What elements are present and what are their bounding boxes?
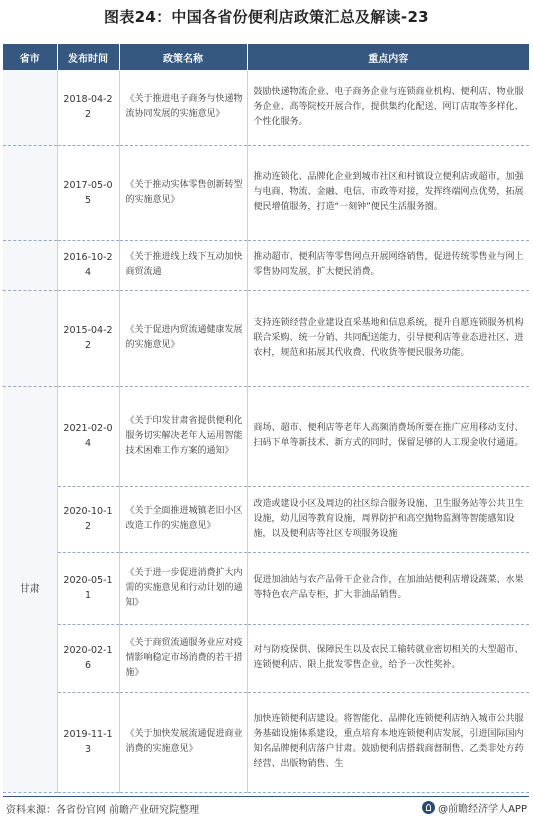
- content-cell: 鼓励快递物流企业、电子商务企业与连锁商业机构、便利店、物业服务企业、高等院校开展合作，提供集约化配送、网订店取等多样化、个性化服务。: [247, 70, 529, 145]
- province-cell: [3, 70, 57, 145]
- table-row: [3, 290, 529, 386]
- content-cell: 改造或建设小区及周边的社区综合服务设施、卫生服务站等公共卫生设施，幼儿园等教育设施，周界防护和高空抛物监测等智能感知设施，以及便利店等社区专项服务设施: [247, 486, 529, 552]
- content-cell: 促进加油站与农产品骨干企业合作，在加油站便利店增设蔬菜、水果等特色农产品专柜，扩大非油品销售。: [247, 552, 529, 624]
- date-cell: 2020-02-16: [57, 624, 119, 692]
- policy-name-cell: 《关于商贸流通服务业应对疫情影响稳定市场消费的若干措施》: [119, 624, 247, 692]
- date-cell: 2015-04-22: [57, 290, 119, 386]
- date-cell: 2020-05-11: [57, 552, 119, 624]
- policy-name-cell: 《关于推动实体零售创新转型的实施意见》: [119, 145, 247, 240]
- brand-logo-icon: [422, 801, 435, 814]
- content-cell: 推动超市、便利店等零售网点开展网络销售，促进传统零售业与网上零售协同发展，扩大便民消费。: [247, 240, 529, 290]
- table-row: [3, 624, 529, 692]
- source-note: 资料来源：各省份官网 前瞻产业研究院整理: [6, 805, 200, 816]
- column-header-province: 省市: [3, 44, 57, 70]
- date-cell: 2020-10-12: [57, 486, 119, 552]
- brand-label: @前瞻经济学人APP: [438, 804, 527, 815]
- province-cell: [3, 145, 57, 240]
- province-cell: 甘肃: [3, 386, 57, 792]
- policy-name-cell: 《关于推进电子商务与快递物流协同发展的实施意见》: [119, 70, 247, 145]
- table-row: [3, 145, 529, 240]
- column-header-date: 发布时间: [57, 44, 119, 70]
- table-row: [3, 386, 529, 486]
- date-cell: 2019-11-13: [57, 692, 119, 792]
- table-row: [3, 240, 529, 290]
- policy-name-cell: 《关于加快发展流通促进商业消费的实施意见》: [119, 692, 247, 792]
- policy-name-cell: 《关于印发甘肃省提供便利化服务切实解决老年人运用智能技术困难工作方案的通知》: [119, 386, 247, 486]
- table-row: [3, 552, 529, 624]
- policy-table: [3, 44, 529, 793]
- policy-name-cell: 《关于进一步促进消费扩大内需的实施意见和行动计划的通知》: [119, 552, 247, 624]
- table-row: [3, 70, 529, 145]
- column-header-content: 重点内容: [247, 44, 529, 70]
- date-cell: 2017-05-05: [57, 145, 119, 240]
- province-cell: [3, 290, 57, 386]
- content-cell: 商场、超市、便利店等老年人高频消费场所要在推广应用移动支付、扫码下单等新技术、新方式的同时，保留足够的人工现金收付通道。: [247, 386, 529, 486]
- date-cell: 2021-02-04: [57, 386, 119, 486]
- table-header-row: [3, 44, 529, 70]
- brand-mark: [422, 800, 527, 815]
- date-cell: 2018-04-22: [57, 70, 119, 145]
- footer-divider: [3, 796, 529, 797]
- content-cell: 对与防疫保供、保障民生以及农民工输转就业密切相关的大型超市、连锁便利店、限上批发零售企业，给予一次性奖补。: [247, 624, 529, 692]
- policy-name-cell: 《关于推进线上线下互动加快商贸流通: [119, 240, 247, 290]
- content-cell: 支持连锁经营企业建设直采基地和信息系统，提升自愿连锁服务机构联合采购、统一分销、共同配送能力，引导便利店等业态进社区、进农村，规范和拓展其代收费、代收货等便民服务功能。: [247, 290, 529, 386]
- column-header-policy: 政策名称: [119, 44, 247, 70]
- province-cell: [3, 240, 57, 290]
- policy-name-cell: 《关于全面推进城镇老旧小区改造工作的实施意见》: [119, 486, 247, 552]
- policy-name-cell: 《关于促进内贸流通健康发展的实施意见》: [119, 290, 247, 386]
- figure-title: 图表24：中国各省份便利店政策汇总及解读-23: [104, 8, 429, 26]
- date-cell: 2016-10-24: [57, 240, 119, 290]
- content-cell: 加快连锁便利店建设。将智能化、品牌化连锁便利店纳入城市公共服务基础设施体系建设，重点培育本地连锁便利店发展，引进国际国内知名品牌便利店落户甘肃。鼓励便利店搭载商督制售、乙类非处方药经营、出版物销售、生: [247, 692, 529, 792]
- table-row: [3, 486, 529, 552]
- table-row: [3, 692, 529, 792]
- content-cell: 推动连锁化、品牌化企业到城市社区和村镇设立便利店或超市，加强与电商、物流、金融、电信、市政等对接，发挥终端网点优势，拓展便民增值服务，打造“一刻钟”便民生活服务圈。: [247, 145, 529, 240]
